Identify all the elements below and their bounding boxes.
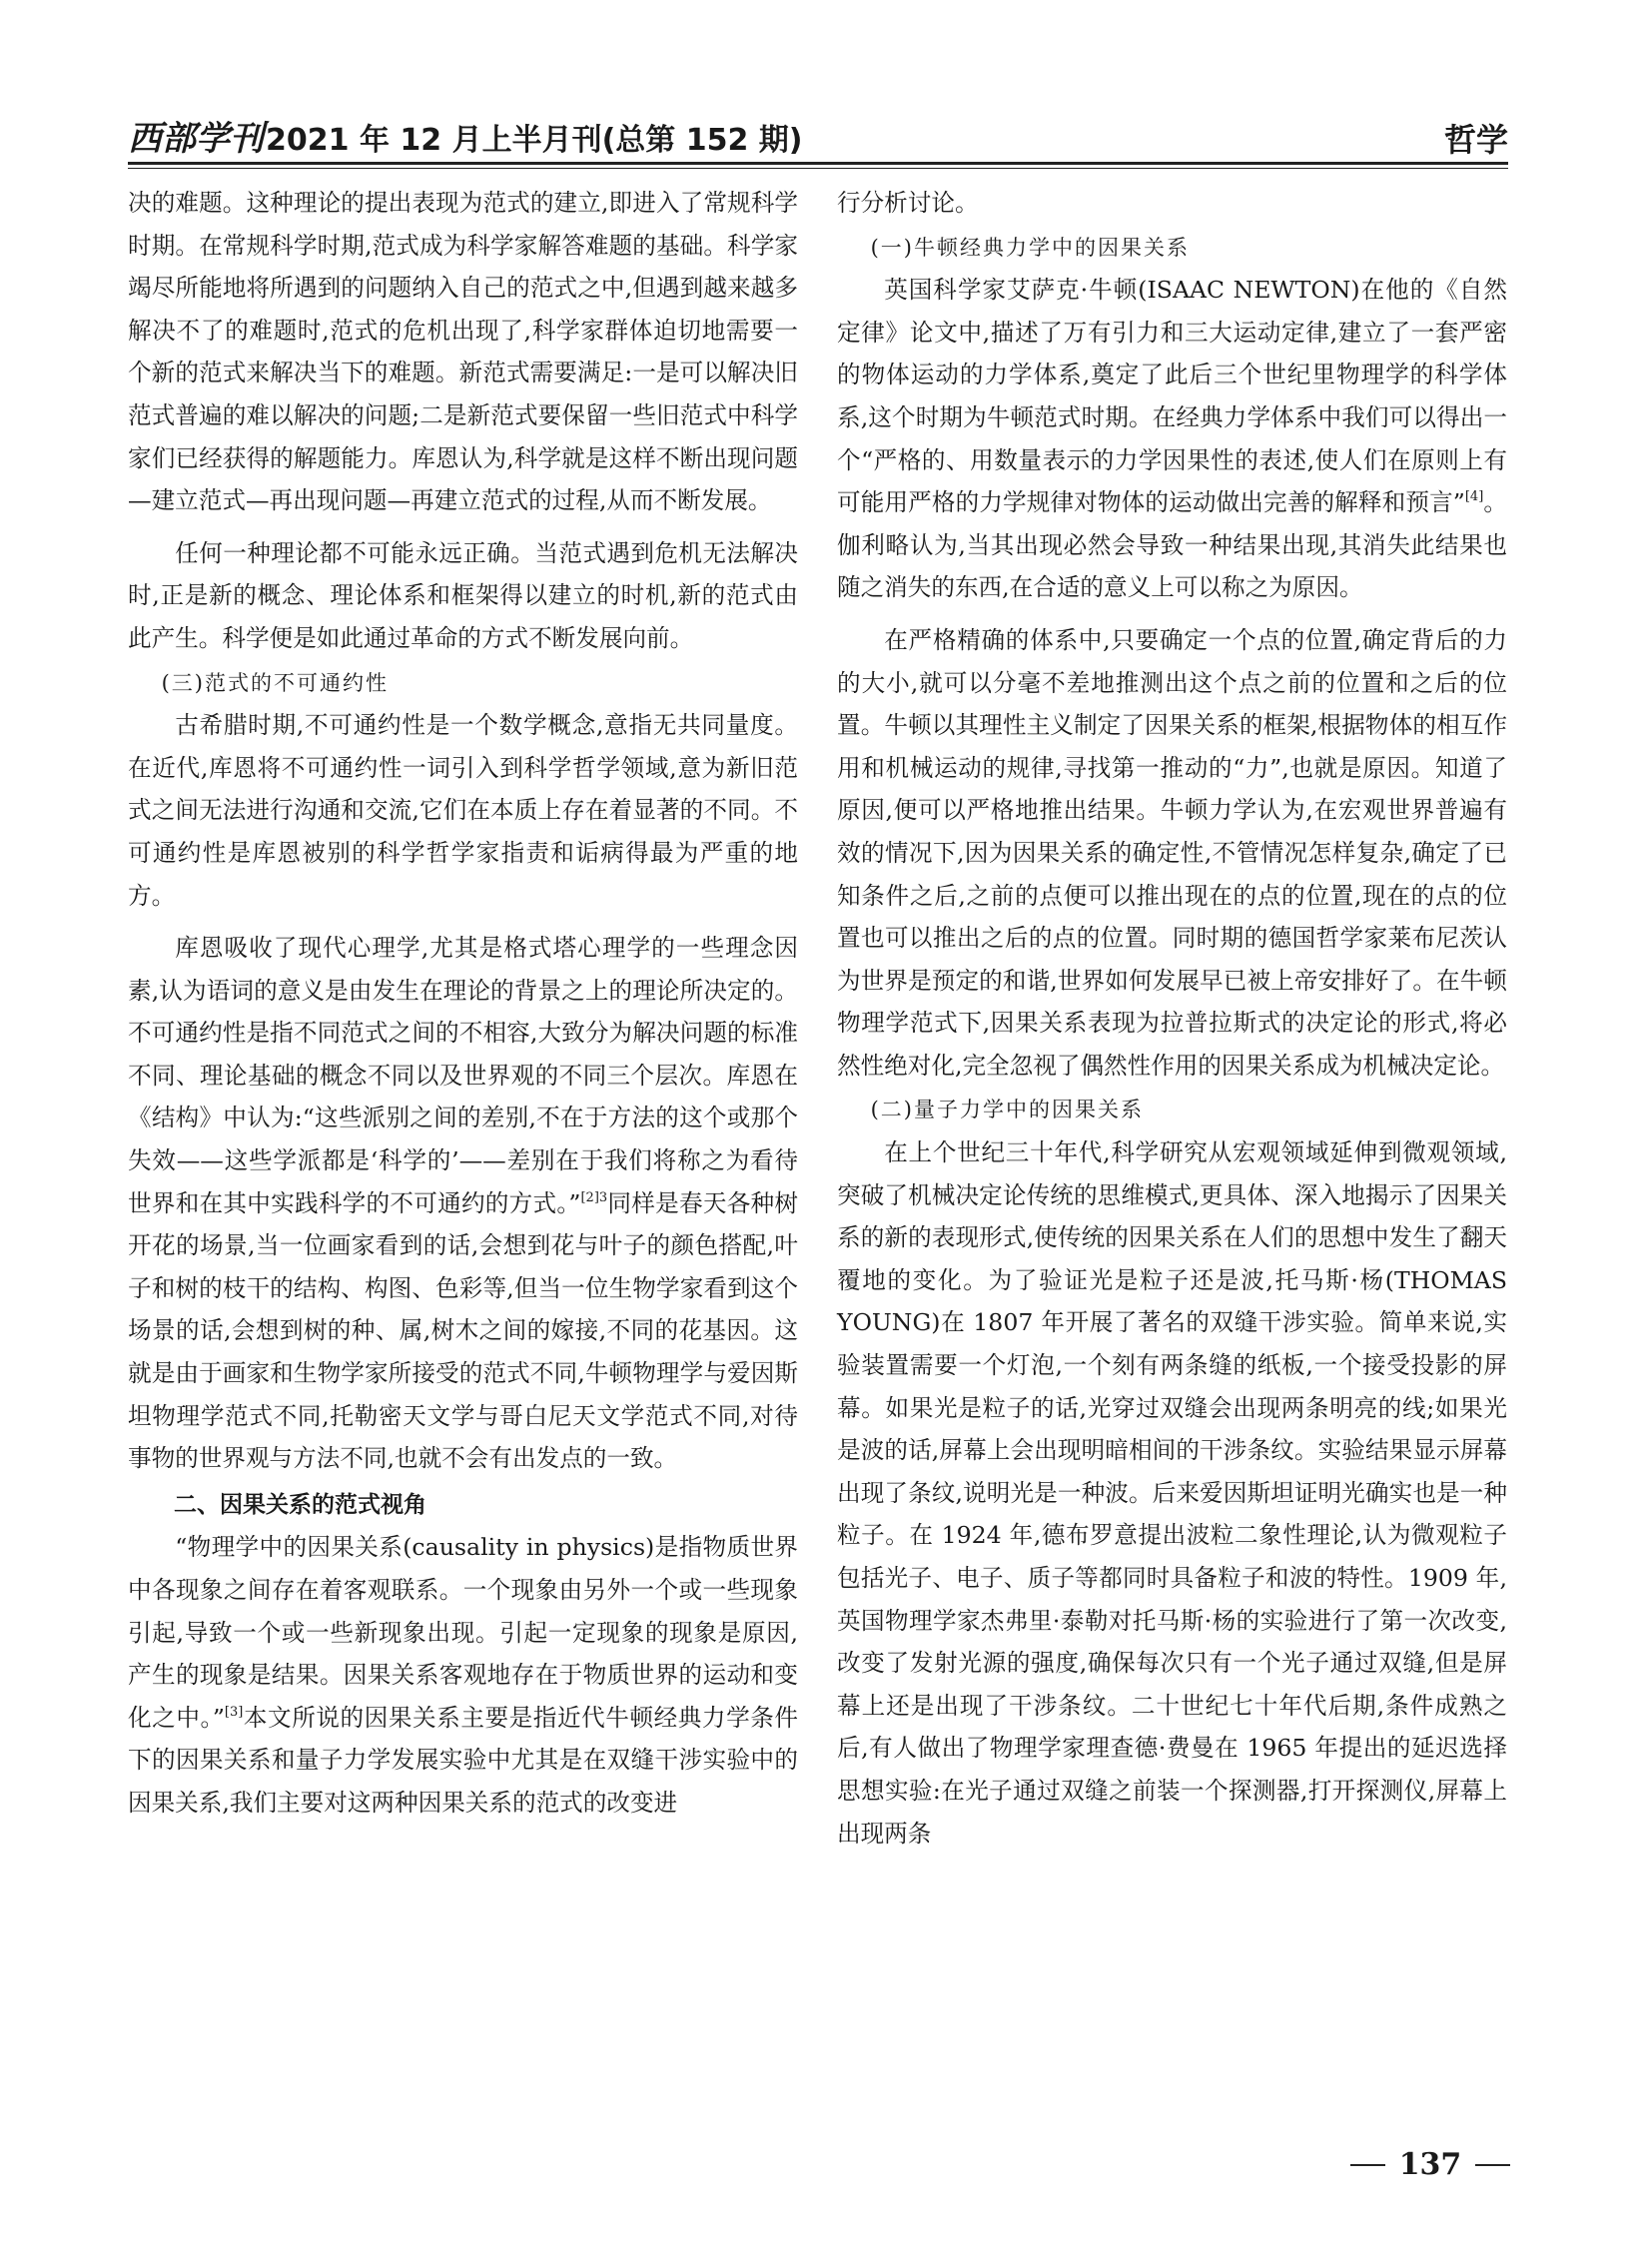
- paragraph: [837, 269, 1507, 609]
- paragraph-text: 英国科学家艾萨克·牛顿(ISAAC NEWTON)在他的《自然定律》论文中,描述了万有引力和三大运动定律,建立了一套严密的物体运动的力学体系,奠定了此后三个世纪里物理学的科学体系,这个时期为牛顿范式时期。在经典力学体系中我们可以得出一个“严格的、用数量表示的力学因果性的表述,使人们在原则上有可能用严格的力学规律对物体的运动做出完善的解释和预言”: [837, 276, 1507, 517]
- paragraph: 在严格精确的体系中,只要确定一个点的位置,确定背后的力的大小,就可以分毫不差地推测出这个点之前的位置和之后的位置。牛顿以其理性主义制定了因果关系的框架,根据物体的相互作用和机械运动的规律,寻找第一推动的“力”,也就是原因。知道了原因,便可以严格地推出结果。牛顿力学认为,在宏观世界普遍有效的情况下,因为因果关系的确定性,不管情况怎样复杂,确定了已知条件之后,之前的点便可以推出现在的点的位置,现在的点的位置也可以推出之后的点的位置。同时期的德国哲学家莱布尼茨认为世界是预定的和谐,世界如何发展早已被上帝安排好了。在牛顿物理学范式下,因果关系表现为拉普拉斯式的决定论的形式,将必然性绝对化,完全忽视了偶然性作用的因果关系成为机械决定论。: [837, 625, 1507, 1080]
- left-column: [128, 182, 798, 1825]
- paragraph: 行分析讨论。: [837, 189, 979, 217]
- paragraph-text: 同样是春天各种树开花的场景,当一位画家看到的话,会想到花与叶子的颜色搭配,叶子和树的枝干的结构、构图、色彩等,但当一位生物学家看到这个场景的话,会想到树的种、属,树木之间的嫁接,不同的花基因。这就是由于画家和生物学家所接受的范式不同,牛顿物理学与爱因斯坦物理学范式不同,托勒密天文学与哥白尼天文学范式不同,对待事物的世界观与方法不同,也就不会有出发点的一致。: [128, 1188, 799, 1473]
- paragraph-text: 库恩吸收了现代心理学,尤其是格式塔心理学的一些理念因素,认为语词的意义是由发生在理论的背景之上的理论所决定的。不可通约性是指不同范式之间的不相容,大致分为解决问题的标准不同、理论基础的概念不同以及世界观的不同三个层次。库恩在《结构》中认为:“这些派别之间的差别,不在于方法的这个或那个失效——这些学派都是‘科学的’——差别在于我们将称之为看待世界和在其中实践科学的不可通约的方式。”: [128, 934, 798, 1217]
- section-heading: 二、因果关系的范式视角: [174, 1491, 426, 1518]
- paragraph: [128, 927, 798, 1480]
- subsection-heading: (三)范式的不可通约性: [161, 670, 389, 695]
- header-rule-thin: [128, 168, 1508, 169]
- right-column: [837, 182, 1507, 1855]
- citation: [2]3: [580, 1189, 608, 1205]
- paragraph: 任何一种理论都不可能永远正确。当范式遇到危机无法解决时,正是新的概念、理论体系和框架得以建立的时机,新的范式由此产生。科学便是如此通过革命的方式不断发展向前。: [128, 538, 798, 652]
- paragraph-text: 。伽利略认为,当其出现必然会导致一种结果出现,其消失此结果也随之消失的东西,在合适的意义上可以称之为原因。: [837, 488, 1508, 602]
- paragraph: 决的难题。这种理论的提出表现为范式的建立,即进入了常规科学时期。在常规科学时期,范式成为科学家解答难题的基础。科学家竭尽所能地将所遇到的问题纳入自己的范式之中,但遇到越来越多解决不了的难题时,范式的危机出现了,科学家群体迫切地需要一个新的范式来解决当下的难题。新范式需要满足:一是可以解决旧范式普遍的难以解决的问题;二是新范式要保留一些旧范式中科学家们已经获得的解题能力。库恩认为,科学就是这样不断出现问题—建立范式—再出现问题—再建立范式的过程,从而不断发展。: [128, 189, 798, 515]
- issue-info: 2021 年 12 月上半月刊(总第 152 期): [266, 123, 803, 158]
- page-number: [1350, 2147, 1510, 2182]
- dash-left: [1350, 2164, 1385, 2166]
- subsection-heading: (二)量子力学中的因果关系: [870, 1098, 1144, 1122]
- page-number-text: 137: [1398, 2147, 1462, 2182]
- page-header: [128, 104, 1508, 159]
- paragraph: [128, 1526, 798, 1824]
- paragraph: 古希腊时期,不可通约性是一个数学概念,意指无共同量度。在近代,库恩将不可通约性一词引入到科学哲学领域,意为新旧范式之间无法进行沟通和交流,它们在本质上存在着显著的不同。不可通约性是库恩被别的科学哲学家指责和诟病得最为严重的地方。: [128, 711, 798, 910]
- dash-right: [1475, 2164, 1510, 2166]
- header-rule: [128, 162, 1508, 165]
- paragraph-text: 本文所说的因果关系主要是指近代牛顿经典力学条件下的因果关系和量子力学发展实验中尤其是在双缝干涉实验中的因果关系,我们主要对这两种因果关系的范式的改变进: [128, 1703, 798, 1817]
- citation: [4]: [1464, 489, 1484, 505]
- journal-masthead: [128, 119, 803, 159]
- citation: [3]: [224, 1704, 244, 1720]
- journal-logo: 西部学刊: [128, 119, 264, 159]
- section-tag: 哲学: [1443, 121, 1508, 159]
- paragraph: 在上个世纪三十年代,科学研究从宏观领域延伸到微观领域,突破了机械决定论传统的思维模式,更具体、深入地揭示了因果关系的新的表现形式,使传统的因果关系在人们的思想中发生了翻天覆地的变化。为了验证光是粒子还是波,托马斯·杨(THOMAS YOUNG)在 1807 年开展了著名的双缝干涉实验。简单来说,实验装置需要一个灯泡,一个刻有两条缝的纸板,一个接受投影的屏幕。如果光是粒子的话,光穿过双缝会出现两条明亮的线;如果光是波的话,屏幕上会出现明暗相间的干涉条纹。实验结果显示屏幕出现了条纹,说明光是一种波。后来爱因斯坦证明光确实也是一种粒子。在 1924 年,德布罗意提出波粒二象性理论,认为微观粒子包括光子、电子、质子等都同时具备粒子和波的特性。1909 年,英国物理学家杰弗里·泰勒对托马斯·杨的实验进行了第一次改变,改变了发射光源的强度,确保每次只有一个光子通过双缝,但是屏幕上还是出现了干涉条纹。二十世纪七十年代后期,条件成熟之后,有人做出了物理学家理查德·费曼在 1965 年提出的延迟选择思想实验:在光子通过双缝之前装一个探测器,打开探测仪,屏幕上出现两条: [837, 1138, 1507, 1848]
- subsection-heading: (一)牛顿经典力学中的因果关系: [870, 235, 1190, 260]
- paragraph-text: “物理学中的因果关系(causality in physics)是指物质世界中各现象之间存在着客观联系。一个现象由另外一个或一些现象引起,导致一个或一些新现象出现。引起一定现象的现象是原因,产生的现象是结果。因果关系客观地存在于物质世界的运动和变化之中。”: [128, 1533, 798, 1732]
